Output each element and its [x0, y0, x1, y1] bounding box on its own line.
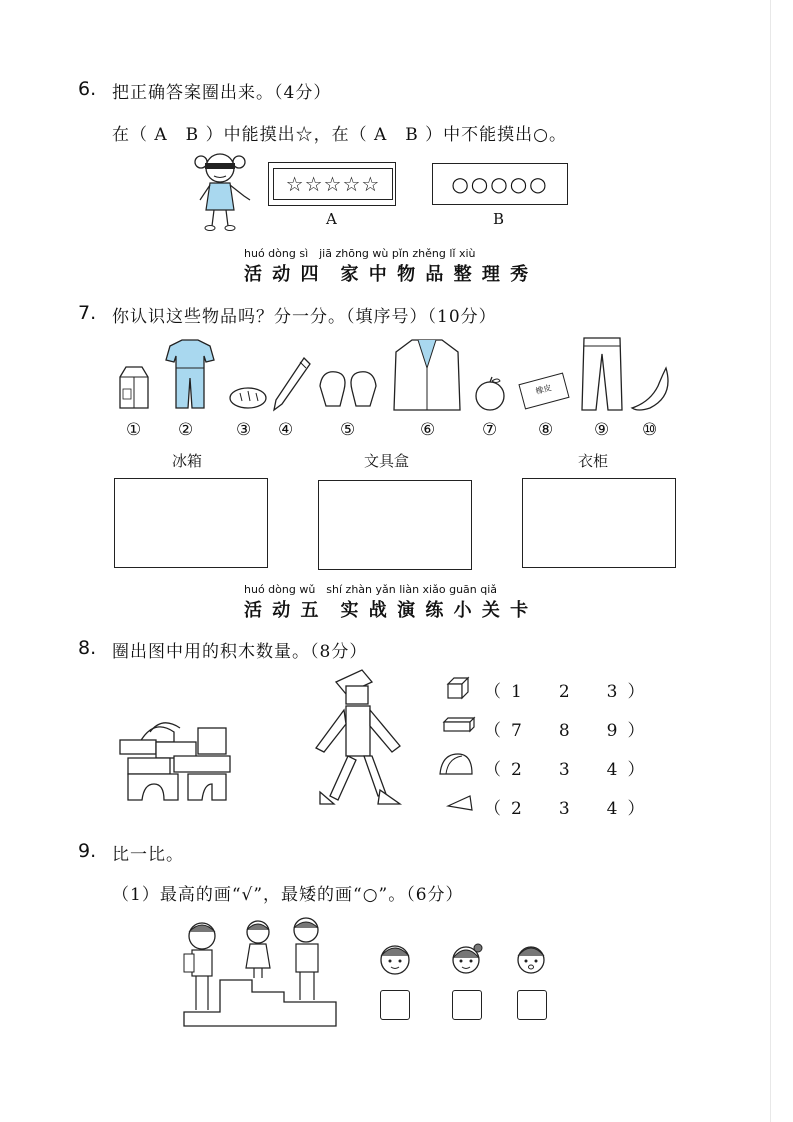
item-number-1: ①	[126, 420, 142, 440]
trousers-icon	[580, 336, 624, 412]
q9-title: 比一比。	[112, 845, 184, 865]
page-edge	[770, 0, 771, 1122]
activity5-title: 活 动 五 实 战 演 练 小 关 卡	[244, 600, 531, 621]
activity5-pinyin: huó dòng wǔ shí zhàn yǎn liàn xiǎo guān qiǎ	[244, 583, 498, 596]
q8-title: 圈出图中用的积木数量。（8分）	[112, 642, 368, 662]
category-wardrobe-label: 衣柜	[578, 452, 609, 470]
activity4-title: 活 动 四 家 中 物 品 整 理 秀	[244, 264, 531, 285]
label-a: A	[326, 210, 337, 228]
overalls-icon	[160, 338, 220, 410]
half-cylinder-block-icon	[438, 752, 474, 776]
apple-icon	[472, 376, 508, 412]
bread-icon	[228, 385, 268, 410]
block-castle-illustration	[114, 712, 238, 804]
item-number-8: ⑧	[538, 420, 554, 440]
blindfolded-girl-illustration	[192, 148, 262, 233]
item-number-3: ③	[236, 420, 252, 440]
cuboid-count-options[interactable]: （7 8 9）	[484, 721, 655, 741]
cuboid-block-icon	[440, 716, 476, 734]
triangle-count-options[interactable]: （2 3 4）	[484, 799, 655, 819]
girl-face-icon	[448, 940, 484, 976]
children-on-steps-illustration	[180, 916, 340, 1028]
pencil-icon	[272, 356, 312, 412]
eraser-icon	[518, 372, 569, 409]
cube-block-icon	[444, 676, 470, 700]
q6-title: 把正确答案圈出来。（4分）	[112, 83, 332, 103]
blazer-icon	[392, 338, 462, 412]
item-number-2: ②	[178, 420, 194, 440]
item-number-6: ⑥	[420, 420, 436, 440]
q6-sentence: 在（ A B ）中能摸出☆，在（ A B ）中不能摸出○。	[112, 125, 567, 145]
answer-box-1[interactable]	[380, 990, 410, 1020]
answer-box-3[interactable]	[517, 990, 547, 1020]
box-a	[268, 162, 396, 206]
boy-face-1-icon	[378, 942, 412, 976]
eraser-label: 橡皮	[534, 383, 553, 396]
q6-number: 6.	[78, 78, 97, 100]
category-fridge-label: 冰箱	[172, 452, 203, 470]
item-number-4: ④	[278, 420, 294, 440]
wardrobe-answer-box[interactable]	[522, 478, 676, 568]
activity4-pinyin: huó dòng sì jiā zhōng wù pǐn zhěng lǐ xiù	[244, 247, 476, 260]
q9-sub1: （1）最高的画“√”，最矮的画“○”。（6分）	[112, 885, 464, 905]
banana-icon	[630, 366, 674, 412]
item-number-5: ⑤	[340, 420, 356, 440]
mittens-icon	[316, 366, 380, 412]
cube-count-options[interactable]: （1 2 3）	[484, 682, 655, 702]
half-cylinder-count-options[interactable]: （2 3 4）	[484, 760, 655, 780]
answer-box-2[interactable]	[452, 990, 482, 1020]
block-robot-illustration	[312, 668, 408, 806]
triangle-block-icon	[446, 794, 474, 812]
q7-title: 你认识这些物品吗？分一分。（填序号）（10分）	[112, 307, 497, 327]
box-b	[432, 163, 568, 205]
pencil-case-answer-box[interactable]	[318, 480, 472, 570]
q8-number: 8.	[78, 637, 97, 659]
category-pencil-case-label: 文具盒	[364, 452, 410, 470]
q7-number: 7.	[78, 302, 97, 324]
box-b-circles: ○○○○○	[451, 172, 549, 196]
box-a-stars: ☆☆☆☆☆	[273, 168, 393, 200]
q9-number: 9.	[78, 840, 97, 862]
item-number-9: ⑨	[594, 420, 610, 440]
boy-face-2-icon	[514, 940, 548, 976]
item-number-10: ⑩	[642, 420, 658, 440]
fridge-answer-box[interactable]	[114, 478, 268, 568]
label-b: B	[493, 210, 505, 228]
item-number-7: ⑦	[482, 420, 498, 440]
milk-carton-icon	[112, 365, 152, 410]
